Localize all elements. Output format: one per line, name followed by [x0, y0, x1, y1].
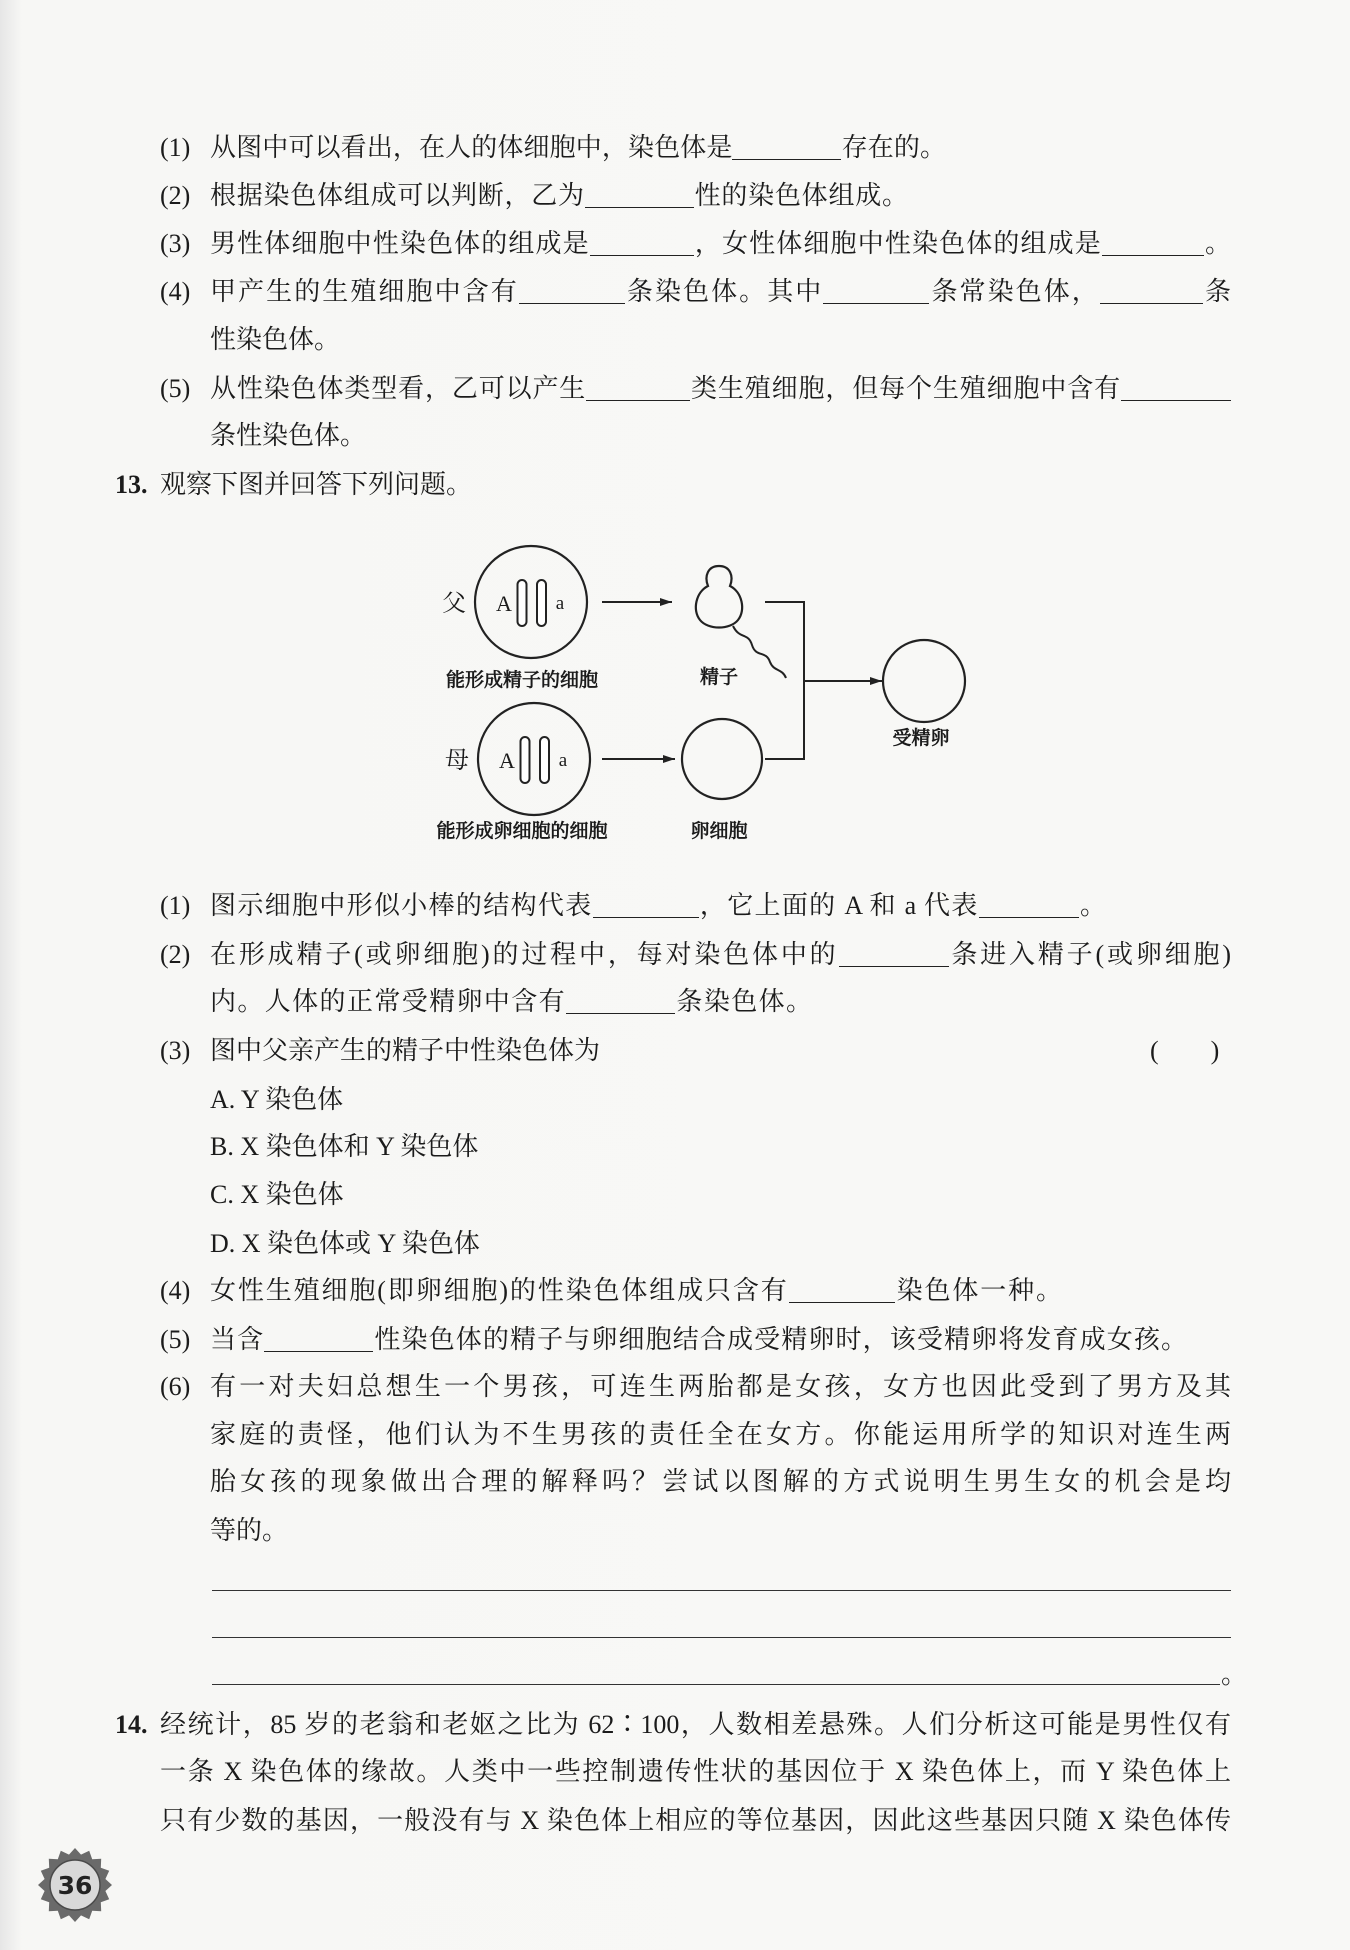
father-label: 父: [442, 591, 466, 617]
q13-item-6-line-2: 家庭的责怪，他们认为不生男孩的责任全在女方。你能运用所学的知识对连生两: [210, 1420, 1231, 1449]
answer-blank: [593, 893, 699, 918]
q13-item-2-text-mid: 条进入精子(或卵细胞): [948, 940, 1231, 969]
option-b: [210, 1129, 478, 1165]
q13-item-1-number: (1): [160, 891, 191, 920]
chromosome: [518, 580, 527, 626]
q13-item-6-line-4: 等的。: [210, 1516, 289, 1545]
chromosome: [540, 737, 549, 783]
q12-item-5-line-cont: 条性染色体。: [210, 421, 367, 450]
q12-item-5-number: (5): [160, 374, 191, 403]
option-text: X 染色体和 Y 染色体: [240, 1132, 479, 1161]
mother-cell-label: 能形成卵细胞的细胞: [436, 820, 608, 842]
option-label: B.: [210, 1132, 234, 1161]
q12-item-4-number: (4): [160, 277, 191, 306]
allele-A-label: A: [499, 748, 515, 773]
chromosome: [521, 737, 530, 783]
answer-blank: [823, 279, 929, 304]
answer-line-end-mark: 。: [1221, 1660, 1248, 1689]
q12-item-4-line: [210, 274, 1231, 310]
q12-item-5-text-mid: 类生殖细胞，但每个生殖细胞中含有: [690, 374, 1121, 403]
egg-cell-circle: [682, 719, 762, 799]
option-c: [210, 1177, 344, 1213]
q12-item-5-line: [210, 371, 1231, 407]
answer-line: [212, 1590, 1231, 1591]
q13-item-6-line-3: 胎女孩的现象做出合理的解释吗？尝试以图解的方式说明生男生女的机会是均: [210, 1467, 1231, 1496]
allele-a-label: a: [558, 750, 568, 771]
allele-a-label: a: [555, 593, 565, 614]
option-a: [210, 1082, 343, 1118]
answer-line: [212, 1637, 1231, 1638]
q12-item-4-line-cont: 性染色体。: [210, 325, 341, 354]
q14-line-1: 经统计，85 岁的老翁和老妪之比为 62∶100，人数相差悬殊。人们分析这可能是男性仅有: [160, 1710, 1231, 1739]
q13-item-6-line-1: 有一对夫妇总想生一个男孩，可连生两胎都是女孩，女方也因此受到了男方及其: [210, 1372, 1231, 1401]
heredity-diagram: [420, 540, 980, 860]
answer-blank: [585, 183, 694, 208]
q13-item-2-line: [210, 937, 1231, 973]
sperm-shape: [696, 566, 786, 678]
zygote-label: 受精卵: [892, 727, 950, 749]
q12-item-1-number: (1): [160, 133, 191, 162]
q13-item-4-text-end: 染色体一种。: [894, 1276, 1062, 1305]
q12-item-2-line: [210, 178, 908, 214]
father-cell-label: 能形成精子的细胞: [445, 669, 599, 691]
sperm-tail: [733, 626, 786, 678]
q13-title: 观察下图并回答下列问题。: [160, 470, 473, 499]
q12-item-3-text: 男性体细胞中性染色体的组成是: [210, 229, 590, 258]
father-sperm-forming-cell: [475, 546, 587, 658]
q12-item-1-line: [210, 130, 946, 166]
q14-number: 14.: [115, 1710, 148, 1739]
answer-blank: [1100, 279, 1203, 304]
q13-item-1-text-mid: ，它上面的 A 和 a 代表: [698, 891, 979, 920]
q12-item-4-text: 甲产生的生殖细胞中含有: [210, 277, 519, 306]
option-label: A.: [210, 1085, 236, 1114]
q13-item-1-line: [210, 888, 1106, 924]
page-number: 36: [57, 1871, 93, 1900]
q13-item-5-text-end: 性染色体的精子与卵细胞结合成受精卵时，该受精卵将发育成女孩。: [373, 1325, 1187, 1354]
answer-blank: [566, 989, 675, 1014]
answer-bracket: ( ): [1150, 1036, 1220, 1065]
q12-item-3-text-mid: ，女性体细胞中性染色体的组成是: [693, 229, 1102, 258]
fertilization-bracket: [765, 602, 804, 759]
option-label: D.: [210, 1229, 236, 1258]
q13-item-2-line-cont: [210, 984, 812, 1020]
q13-item-2-number: (2): [160, 940, 191, 969]
q12-item-2-number: (2): [160, 181, 191, 210]
q12-item-3-number: (3): [160, 229, 191, 258]
zygote-circle: [883, 640, 965, 722]
page-number-badge: [35, 1845, 115, 1925]
option-d: [210, 1226, 480, 1262]
answer-line: [212, 1684, 1220, 1685]
q13-item-4-number: (4): [160, 1276, 191, 1305]
mother-label: 母: [445, 748, 469, 774]
q13-item-2-text-end: 条染色体。: [675, 987, 812, 1016]
answer-blank: [1102, 231, 1204, 256]
q14-line-3: 只有少数的基因，一般没有与 X 染色体上相应的等位基因，因此这些基因只随 X 染色体传: [160, 1806, 1231, 1835]
q13-item-4-text: 女性生殖细胞(即卵细胞)的性染色体组成只含有: [210, 1276, 789, 1305]
q13-item-3-number: (3): [160, 1036, 191, 1065]
q12-item-5-text: 从性染色体类型看，乙可以产生: [210, 374, 587, 403]
answer-blank: [979, 893, 1079, 918]
q13-item-1-text: 图示细胞中形似小棒的结构代表: [210, 891, 593, 920]
answer-blank: [264, 1327, 373, 1352]
q13-item-5-text: 当含: [210, 1325, 265, 1354]
q13-item-1-text-end: 。: [1078, 891, 1106, 920]
sperm-head: [696, 566, 742, 628]
q12-item-4-text-4: 条: [1202, 277, 1231, 306]
q13-item-6-number: (6): [160, 1372, 191, 1401]
answer-blank: [789, 1278, 895, 1303]
answer-blank: [586, 376, 690, 401]
q12-item-2-text-end: 性的染色体组成。: [693, 181, 908, 210]
egg-label: 卵细胞: [690, 820, 748, 842]
answer-blank: [590, 231, 694, 256]
option-text: Y 染色体: [240, 1085, 344, 1114]
q13-item-2-text-cont: 内。人体的正常受精卵中含有: [210, 987, 567, 1016]
q14-line-2: 一条 X 染色体的缘故。人类中一些控制遗传性状的基因位于 X 染色体上，而 Y 染色体上: [160, 1757, 1231, 1786]
answer-blank: [839, 942, 949, 967]
q12-item-2-text: 根据染色体组成可以判断，乙为: [210, 181, 585, 210]
q13-item-5-line: [210, 1322, 1187, 1358]
q12-item-1-text-end: 存在的。: [841, 133, 946, 162]
q13-item-5-number: (5): [160, 1325, 191, 1354]
q12-item-4-text-3: 条常染色体，: [929, 277, 1100, 306]
q13-item-3-text: 图中父亲产生的精子中性染色体为: [210, 1036, 601, 1065]
option-text: X 染色体或 Y 染色体: [241, 1229, 480, 1258]
allele-A-label: A: [496, 591, 512, 616]
option-text: X 染色体: [240, 1180, 344, 1209]
father-cell-circle: [475, 546, 587, 658]
option-label: C.: [210, 1180, 234, 1209]
answer-blank: [732, 135, 841, 160]
q12-item-1-text: 从图中可以看出，在人的体细胞中，染色体是: [210, 133, 733, 162]
q12-item-3-line: [210, 226, 1231, 262]
q13-item-2-text: 在形成精子(或卵细胞)的过程中，每对染色体中的: [210, 940, 839, 969]
answer-blank: [1121, 376, 1231, 401]
sperm-label: 精子: [699, 666, 739, 688]
mother-egg-forming-cell: [478, 703, 590, 815]
q13-number: 13.: [115, 470, 148, 499]
q12-item-3-text-end: 。: [1203, 229, 1231, 258]
q13-item-4-line: [210, 1273, 1062, 1309]
chromosome: [537, 580, 546, 626]
mother-cell-circle: [478, 703, 590, 815]
q12-item-4-text-2: 条染色体。其中: [624, 277, 824, 306]
answer-blank: [519, 279, 625, 304]
